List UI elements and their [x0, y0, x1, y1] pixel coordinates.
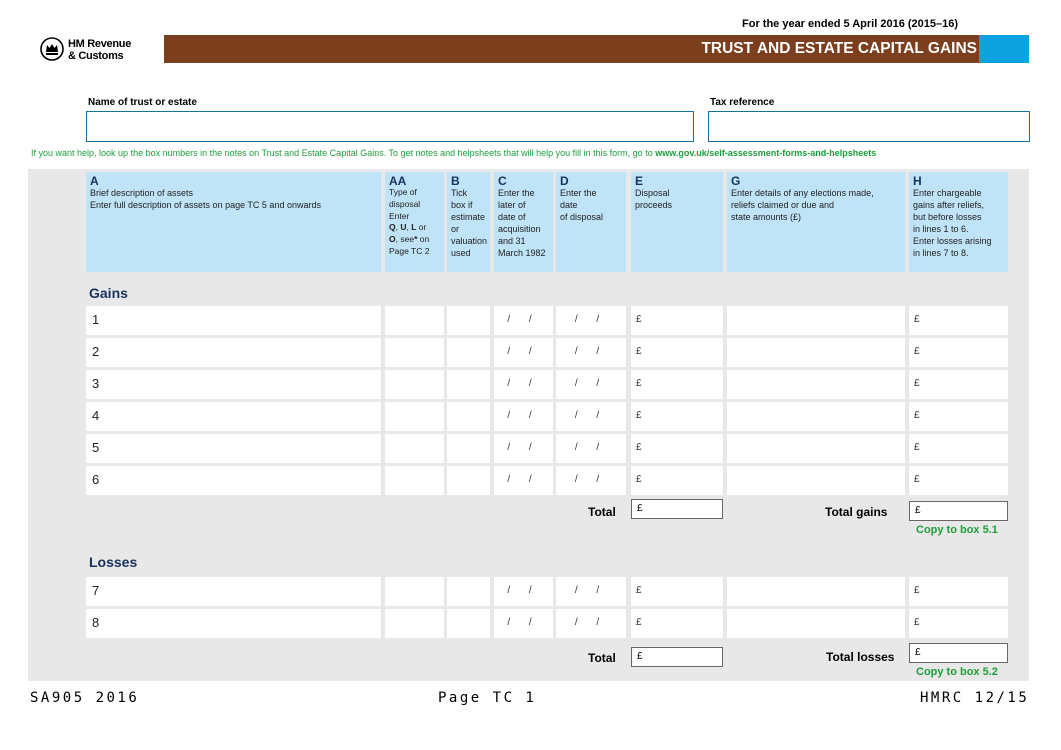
type-of-disposal-cell[interactable]: [385, 609, 444, 638]
total-gains-label: Total gains: [825, 505, 888, 519]
col-text: used: [451, 248, 471, 258]
col-text: or: [451, 224, 460, 234]
disposal-date-cell[interactable]: / /: [556, 370, 626, 399]
col-letter: D: [560, 174, 569, 188]
acquisition-date-cell[interactable]: / /: [494, 402, 553, 431]
col-text: disposal: [389, 198, 421, 209]
hmrc-version: HMRC 12/15: [920, 690, 1030, 706]
col-letter: B: [451, 174, 460, 188]
chargeable-gain-cell[interactable]: £: [909, 466, 1008, 495]
disposal-date-cell[interactable]: / /: [556, 402, 626, 431]
disposal-proceeds-cell[interactable]: £: [631, 370, 723, 399]
col-text: Enter full description of assets on page TC 5 and onwards: [90, 200, 321, 210]
col-text: in lines 7 to 8.: [913, 248, 969, 258]
description-cell[interactable]: 4: [86, 402, 381, 431]
column-header-c: [494, 172, 553, 272]
disposal-proceeds-cell[interactable]: £: [631, 338, 723, 367]
col-text: in lines 1 to 6.: [913, 224, 969, 234]
col-text: Enter the: [498, 188, 535, 198]
elections-reliefs-cell[interactable]: [727, 577, 905, 606]
description-cell[interactable]: 5: [86, 434, 381, 463]
col-text: March 1982: [498, 248, 546, 258]
column-header-a: [86, 172, 381, 272]
gains-heading: Gains: [89, 285, 128, 301]
description-cell[interactable]: 1: [86, 306, 381, 335]
losses-total-label: Total: [588, 651, 616, 665]
estimate-tick-cell[interactable]: [447, 466, 490, 495]
acquisition-date-cell[interactable]: / /: [494, 466, 553, 495]
acquisition-date-cell[interactable]: / /: [494, 306, 553, 335]
column-header-b: [447, 172, 490, 272]
col-text: gains after reliefs,: [913, 200, 985, 210]
col-text: Tick: [451, 188, 468, 198]
col-letter: E: [635, 174, 644, 188]
type-of-disposal-cell[interactable]: [385, 434, 444, 463]
column-header-aa: [385, 172, 444, 272]
help-text: [31, 148, 876, 158]
code-u: U: [400, 222, 407, 233]
total-losses-label: Total losses: [826, 650, 895, 664]
disposal-date-cell[interactable]: / /: [556, 609, 626, 638]
chargeable-gain-cell[interactable]: £: [909, 434, 1008, 463]
name-of-trust-input[interactable]: [86, 111, 694, 142]
estimate-tick-cell[interactable]: [447, 370, 490, 399]
col-letter: G: [731, 174, 741, 188]
col-text: Enter details of any elections made,: [731, 188, 874, 198]
col-text: date of: [498, 212, 526, 222]
losses-total-field[interactable]: £: [631, 647, 723, 667]
type-of-disposal-cell[interactable]: [385, 338, 444, 367]
disposal-proceeds-cell[interactable]: £: [631, 434, 723, 463]
elections-reliefs-cell[interactable]: [727, 466, 905, 495]
chargeable-gain-cell[interactable]: £: [909, 338, 1008, 367]
estimate-tick-cell[interactable]: [447, 609, 490, 638]
col-text: Type of: [389, 187, 417, 197]
elections-reliefs-cell[interactable]: [727, 402, 905, 431]
form-code: SA905 2016: [30, 690, 140, 706]
disposal-date-cell[interactable]: / /: [556, 338, 626, 367]
col-letter: C: [498, 174, 507, 188]
losses-heading: Losses: [89, 554, 138, 570]
estimate-tick-cell[interactable]: [447, 402, 490, 431]
chargeable-gain-cell[interactable]: £: [909, 609, 1008, 638]
chargeable-gain-cell[interactable]: £: [909, 306, 1008, 335]
tax-reference-label: Tax reference: [710, 97, 775, 108]
acquisition-date-cell[interactable]: / /: [494, 577, 553, 606]
disposal-date-cell[interactable]: / /: [556, 306, 626, 335]
col-letter: H: [913, 174, 922, 188]
sep: or: [416, 222, 427, 233]
code-o: O: [389, 234, 396, 245]
gains-total-label: Total: [588, 505, 616, 519]
chargeable-gain-cell[interactable]: £: [909, 402, 1008, 431]
sep: ,: [395, 222, 401, 233]
disposal-proceeds-cell[interactable]: £: [631, 402, 723, 431]
column-header-e: [631, 172, 723, 272]
col-text: Brief description of assets: [90, 188, 194, 198]
col-text: proceeds: [635, 200, 673, 210]
description-cell[interactable]: 6: [86, 466, 381, 495]
elections-reliefs-cell[interactable]: [727, 434, 905, 463]
copy-to-box-5-1: Copy to box 5.1: [916, 524, 998, 536]
col-text: Enter losses arising: [913, 236, 992, 246]
disposal-proceeds-cell[interactable]: £: [631, 577, 723, 606]
col-text: Enter the: [560, 188, 597, 198]
title-accent: [979, 35, 1029, 63]
type-of-disposal-cell[interactable]: [385, 306, 444, 335]
disposal-date-cell[interactable]: / /: [556, 577, 626, 606]
copy-to-box-5-2: Copy to box 5.2: [916, 666, 998, 678]
sep: on: [417, 234, 430, 245]
col-text: box if: [451, 200, 473, 210]
type-of-disposal-cell[interactable]: [385, 402, 444, 431]
col-text: but before losses: [913, 212, 982, 222]
column-header-h: [909, 172, 1008, 272]
asterisk: *: [414, 234, 418, 245]
col-text: Enter chargeable: [913, 188, 982, 198]
col-letter: AA: [389, 174, 407, 188]
acquisition-date-cell[interactable]: / /: [494, 338, 553, 367]
name-label: Name of trust or estate: [88, 97, 197, 108]
elections-reliefs-cell[interactable]: [727, 306, 905, 335]
disposal-date-cell[interactable]: / /: [556, 434, 626, 463]
col-text: [389, 234, 440, 246]
description-cell[interactable]: 2: [86, 338, 381, 367]
col-text: of disposal: [560, 212, 604, 222]
estimate-tick-cell[interactable]: [447, 434, 490, 463]
elections-reliefs-cell[interactable]: [727, 370, 905, 399]
help-link[interactable]: www.gov.uk/self-assessment-forms-and-helpsheets: [655, 148, 877, 158]
type-of-disposal-cell[interactable]: [385, 370, 444, 399]
form-title: TRUST AND ESTATE CAPITAL GAINS: [701, 40, 977, 57]
page-number: Page TC 1: [438, 690, 537, 706]
col-text: Disposal: [635, 188, 670, 198]
crown-crest-icon: [40, 37, 64, 61]
hmrc-logo: [40, 37, 132, 66]
col-letter: A: [90, 174, 99, 188]
tax-reference-input[interactable]: [708, 111, 1030, 142]
description-cell[interactable]: 7: [86, 577, 381, 606]
col-text: later of: [498, 200, 526, 210]
code-l: L: [411, 222, 417, 233]
col-text: acquisition: [498, 224, 541, 234]
chargeable-gain-cell[interactable]: £: [909, 577, 1008, 606]
type-of-disposal-cell[interactable]: [385, 466, 444, 495]
sep: , see: [395, 234, 415, 245]
total-gains-field[interactable]: £: [909, 501, 1008, 521]
disposal-proceeds-cell[interactable]: £: [631, 306, 723, 335]
total-losses-field[interactable]: £: [909, 643, 1008, 663]
estimate-tick-cell[interactable]: [447, 306, 490, 335]
help-body: If you want help, look up the box numbers in the notes on Trust and Estate Capital Gains. To get notes and helpsheets that will help you fill in this form, go to: [31, 148, 656, 158]
col-text: Page TC 2: [389, 245, 430, 256]
disposal-proceeds-cell[interactable]: £: [631, 466, 723, 495]
code-q: Q: [389, 222, 396, 233]
chargeable-gain-cell[interactable]: £: [909, 370, 1008, 399]
description-cell[interactable]: 3: [86, 370, 381, 399]
col-text: estimate: [451, 212, 486, 222]
column-header-d: [556, 172, 626, 272]
estimate-tick-cell[interactable]: [447, 577, 490, 606]
column-header-g: [727, 172, 905, 272]
col-text: [389, 222, 440, 234]
col-text: reliefs claimed or due and: [731, 200, 835, 210]
disposal-date-cell[interactable]: / /: [556, 466, 626, 495]
tax-year: For the year ended 5 April 2016 (2015–16): [742, 18, 959, 30]
acquisition-date-cell[interactable]: / /: [494, 370, 553, 399]
estimate-tick-cell[interactable]: [447, 338, 490, 367]
disposal-proceeds-cell[interactable]: £: [631, 609, 723, 638]
logo-line-1: HM Revenue: [68, 38, 132, 50]
col-text: and 31: [498, 236, 526, 246]
elections-reliefs-cell[interactable]: [727, 338, 905, 367]
col-text: Enter: [389, 210, 410, 221]
sep: ,: [406, 222, 412, 233]
col-text: valuation: [451, 236, 488, 246]
logo-line-2: & Customs: [68, 50, 124, 62]
gains-total-field[interactable]: £: [631, 499, 723, 519]
col-text: date: [560, 200, 578, 210]
acquisition-date-cell[interactable]: / /: [494, 434, 553, 463]
elections-reliefs-cell[interactable]: [727, 609, 905, 638]
type-of-disposal-cell[interactable]: [385, 577, 444, 606]
description-cell[interactable]: 8: [86, 609, 381, 638]
col-text: state amounts (£): [731, 212, 802, 222]
acquisition-date-cell[interactable]: / /: [494, 609, 553, 638]
